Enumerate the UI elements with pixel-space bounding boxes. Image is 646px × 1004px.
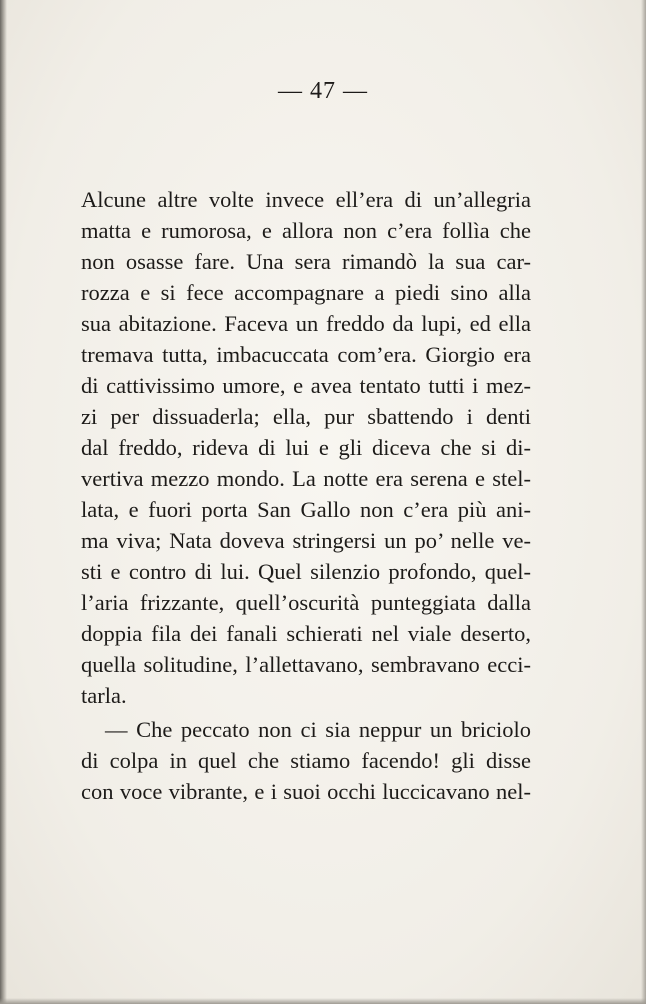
text-line: sti e contro di lui. Quel silenzio profondo, quel- [81,559,531,584]
text-line: tremava tutta, imbacuccata com’era. Giorgio era [81,342,531,367]
text-line: zi per dissuaderla; ella, pur sbattendo i denti [81,404,531,429]
text-line: quella solitudine, l’allettavano, sembravano ecci- [81,652,531,677]
text-line: rozza e si fece accompagnare a piedi sino alla [81,280,531,305]
text-line: Alcune altre volte invece ell’era di un’allegria [81,187,531,212]
page-right-edge-shadow [641,0,646,1004]
body-text [81,184,531,807]
text-line: doppia fila dei fanali schierati nel viale deserto, [81,621,531,646]
text-line: non osasse fare. Una sera rimandò la sua car- [81,249,531,274]
page-number: — 47 — [278,78,368,104]
page-bottom-edge-shadow [0,998,646,1004]
text-line: ma viva; Nata doveva stringersi un po’ nelle ve- [81,528,531,553]
text-line: lata, e fuori porta San Gallo non c’era più ani- [81,497,531,522]
page-left-edge-shadow [0,0,7,1004]
text-line: dal freddo, rideva di lui e gli diceva che si di- [81,435,531,460]
text-line-paragraph-end: tarla. [81,683,127,708]
text-line: di cattivissimo umore, e avea tentato tutti i mez- [81,373,531,398]
text-line: l’aria frizzante, quell’oscurità punteggiata dalla [81,590,531,615]
text-line: matta e rumorosa, e allora non c’era follìa che [81,218,531,243]
text-line: con voce vibrante, e i suoi occhi luccicavano nel- [81,779,531,804]
text-line: vertiva mezzo mondo. La notte era serena e stel- [81,466,531,491]
text-line: di colpa in quel che stiamo facendo! gli disse [81,748,531,773]
text-line: — Che peccato non ci sia neppur un briciolo [105,717,531,742]
text-line: sua abitazione. Faceva un freddo da lupi, ed ella [81,311,531,336]
